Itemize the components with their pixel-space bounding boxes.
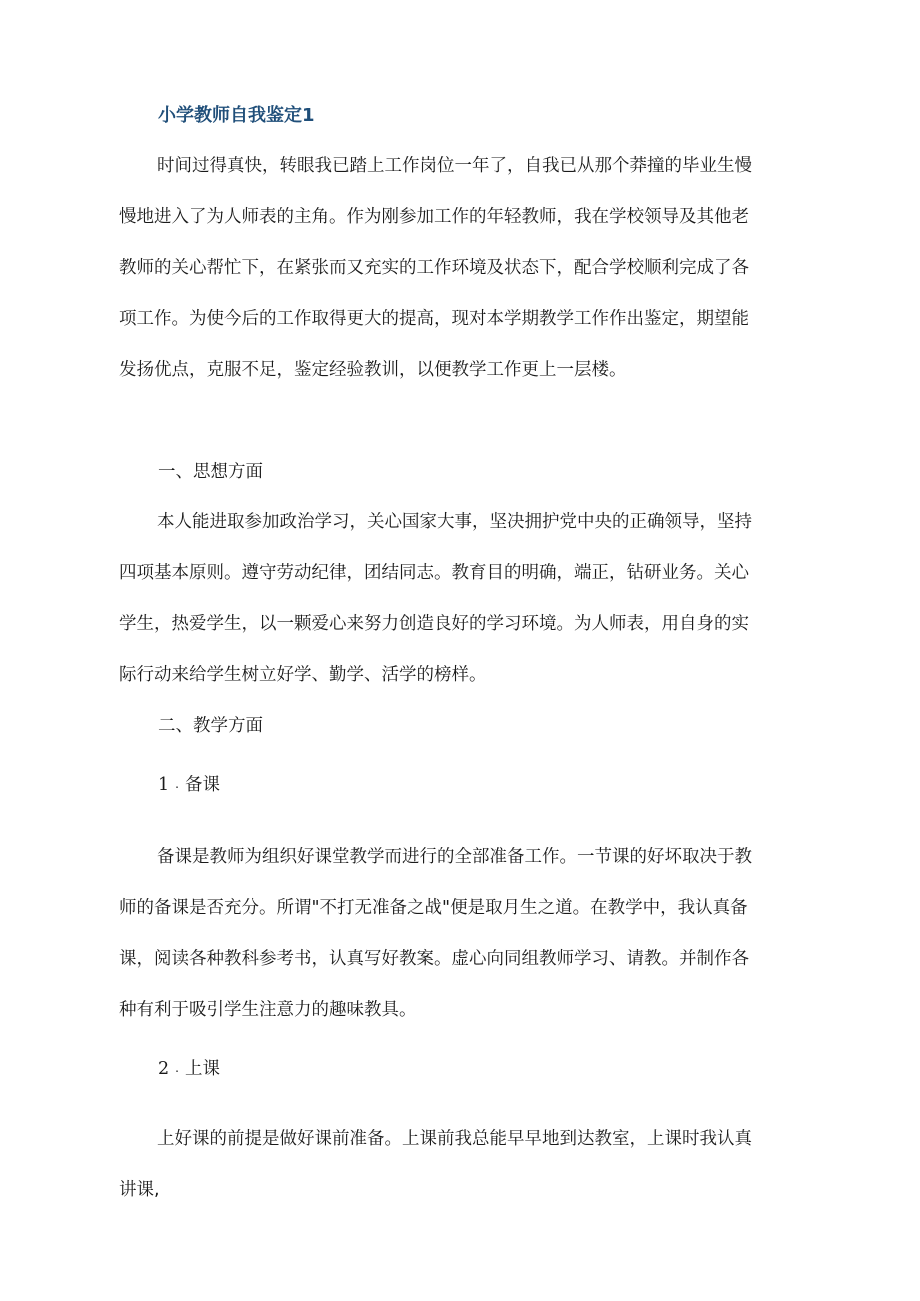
subheading-lesson-prep — [158, 771, 220, 798]
subheading-label: 备课 — [184, 775, 220, 795]
lesson-prep-paragraph: 备课是教师为组织好课堂教学而进行的全部准备工作。一节课的好坏取决于教师的备课是否充分。所谓"不打无准备之战"便是取月生之道。在教学中，我认真备课，阅读各种教科参考书，认真写好教案。虚心向同组教师学习、请教。并制作各种有利于吸引学生注意力的趣味教具。 — [119, 847, 752, 1020]
thought-paragraph: 本人能进取参加政治学习，关心国家大事，坚决拥护党中央的正确领导，坚持四项基本原则。遵守劳动纪律，团结同志。教育目的明确，端正，钻研业务。关心学生，热爱学生，以一颗爱心来努力创造良好的学习环境。为人师表，用自身的实际行动来给学生树立好学、勤学、活学的榜样。 — [119, 512, 752, 685]
subheading-dot: . — [175, 1061, 179, 1075]
subheading-number: 2 — [158, 1059, 170, 1079]
subheading-class — [158, 1055, 220, 1082]
subheading-number: 1 — [158, 775, 170, 795]
subheading-dot: . — [175, 777, 179, 791]
intro-paragraph: 时间过得真快，转眼我已踏上工作岗位一年了，自我已从那个莽撞的毕业生慢慢地进入了为人师表的主角。作为刚参加工作的年轻教师，我在学校领导及其他老教师的关心帮忙下，在紧张而又充实的工作环境及状态下，配合学校顺利完成了各项工作。为使今后的工作取得更大的提高，现对本学期教学工作作出鉴定，期望能发扬优点，克服不足，鉴定经验教训，以便教学工作更上一层楼。 — [119, 156, 752, 380]
document-title: 小学教师自我鉴定1 — [158, 105, 315, 126]
subheading-label: 上课 — [184, 1059, 220, 1079]
section-heading-thought: 一、思想方面 — [158, 462, 263, 482]
class-paragraph: 上好课的前提是做好课前准备。上课前我总能早早地到达教室，上课时我认真讲课, — [119, 1129, 752, 1200]
section-heading-teaching: 二、教学方面 — [158, 716, 263, 736]
